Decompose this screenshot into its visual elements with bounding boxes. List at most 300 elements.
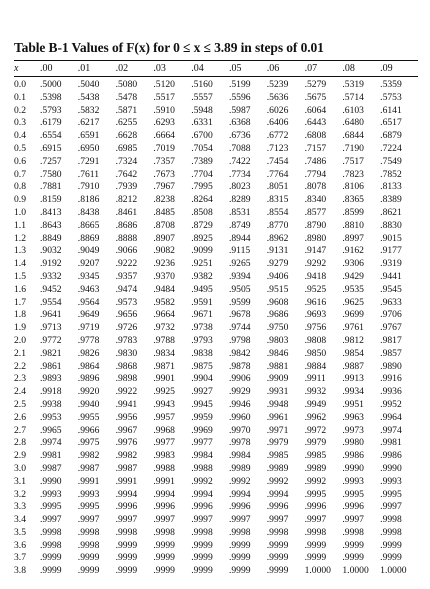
table-cell: .7123	[266, 142, 289, 154]
table-cell: .8238	[153, 194, 175, 206]
table-cell: .9732	[153, 322, 175, 334]
table-cell: .8051	[266, 181, 289, 193]
column-header: .03	[153, 63, 166, 74]
table-cell: .6950	[77, 142, 100, 154]
table-cell: .9778	[77, 334, 100, 346]
table-cell: .9946	[228, 398, 251, 410]
table-cell: .9706	[380, 309, 402, 321]
table-cell: .9925	[153, 386, 175, 398]
table-cell: .8438	[77, 206, 100, 218]
table-cell: .9279	[266, 258, 289, 270]
table-cell: .8531	[228, 206, 251, 218]
table-cell: .5753	[380, 91, 402, 103]
table-cell: .9992	[228, 475, 251, 487]
table-cell: .7486	[304, 155, 327, 167]
table-cell: .9394	[228, 270, 251, 282]
table-cell: .9999	[77, 565, 100, 577]
table-cell: .9943	[153, 398, 175, 410]
table-cell: .9998	[380, 526, 402, 538]
table-cell: .9808	[304, 334, 327, 346]
table-cell: 1.0000	[380, 565, 407, 577]
row-label-x: 3.5	[14, 526, 26, 538]
table-cell: .9976	[115, 437, 138, 449]
table-cell: .9964	[380, 411, 402, 423]
table-cell: .9633	[380, 296, 402, 308]
table-cell: .5793	[40, 104, 62, 116]
table-cell: .7088	[228, 142, 251, 154]
row-label-x: 2.5	[14, 398, 26, 410]
row-label-x: 3.2	[14, 488, 26, 500]
table-cell: .7224	[380, 142, 402, 154]
table-cell: .9999	[115, 552, 138, 564]
table-cell: .9699	[342, 309, 364, 321]
table-cell: .8461	[115, 206, 138, 218]
table-cell: .9985	[304, 450, 327, 462]
table-cell: .9441	[380, 270, 402, 282]
table-cell: .6879	[380, 130, 402, 142]
table-cell: .8790	[304, 219, 327, 231]
table-cell: .9875	[191, 360, 213, 372]
table-row	[14, 463, 418, 476]
table-cell: .9997	[266, 514, 289, 526]
column-header: .02	[115, 63, 129, 74]
column-header: .00	[40, 63, 53, 74]
table-cell: .9918	[40, 386, 62, 398]
table-cell: .5478	[115, 91, 138, 103]
table-cell: .5438	[77, 91, 100, 103]
row-label-x: 2.8	[14, 437, 26, 449]
table-cell: .9996	[115, 501, 138, 513]
table-cell: .9997	[342, 514, 364, 526]
table-cell: .9969	[191, 424, 213, 436]
table-cell: .8106	[342, 181, 364, 193]
table-cell: .9999	[342, 539, 364, 551]
table-cell: .9916	[380, 373, 402, 385]
table-cell: .9983	[153, 450, 175, 462]
table-cell: .9147	[304, 245, 327, 257]
table-cell: .7967	[153, 181, 175, 193]
row-label-x: 2.1	[14, 347, 26, 359]
table-cell: .9999	[304, 539, 327, 551]
table-row	[14, 412, 418, 425]
normal-distribution-table	[14, 61, 418, 578]
row-label-x: 2.6	[14, 411, 26, 423]
table-cell: .9999	[304, 552, 327, 564]
row-label-x: 1.7	[14, 296, 26, 308]
table-cell: .9940	[77, 398, 100, 410]
table-cell: .7291	[77, 155, 100, 167]
table-cell: .9986	[342, 450, 364, 462]
table-row	[14, 143, 418, 156]
table-cell: .5279	[304, 79, 327, 90]
row-label-x: 1.4	[14, 258, 26, 270]
table-cell: .9997	[115, 514, 138, 526]
table-cell: .9505	[228, 283, 251, 295]
table-cell: .5596	[228, 91, 251, 103]
table-cell: .9920	[77, 386, 100, 398]
table-cell: .9236	[153, 258, 175, 270]
table-row	[14, 552, 418, 565]
table-cell: .5832	[77, 104, 100, 116]
table-cell: .8686	[115, 219, 138, 231]
table-cell: .7642	[115, 168, 138, 180]
table-cell: .9994	[228, 488, 251, 500]
table-cell: .9726	[115, 322, 138, 334]
table-cell: .8830	[380, 219, 402, 231]
table-row	[14, 207, 418, 220]
table-cell: .9545	[380, 283, 402, 295]
table-cell: .9993	[77, 488, 100, 500]
table-row	[14, 514, 418, 527]
table-cell: .9812	[342, 334, 364, 346]
table-cell: .9901	[153, 373, 175, 385]
row-label-x: 2.4	[14, 386, 26, 398]
table-cell: .9345	[77, 270, 100, 282]
table-row	[14, 309, 418, 322]
table-cell: .9984	[228, 450, 251, 462]
table-cell: .9332	[40, 270, 62, 282]
table-cell: .9994	[115, 488, 138, 500]
table-cell: .9861	[40, 360, 62, 372]
table-cell: .9671	[191, 309, 213, 321]
table-row	[14, 476, 418, 489]
table-cell: .9998	[115, 526, 138, 538]
row-label-x: 0.5	[14, 142, 26, 154]
table-cell: .8770	[266, 219, 289, 231]
table-row	[14, 450, 418, 463]
table-cell: .6480	[342, 117, 364, 129]
table-cell: .9656	[115, 309, 138, 321]
table-cell: .9265	[228, 258, 251, 270]
table-cell: .8315	[266, 194, 289, 206]
table-row	[14, 105, 418, 118]
table-cell: .6406	[266, 117, 289, 129]
table-cell: .6664	[153, 130, 175, 142]
row-label-x: 3.7	[14, 552, 26, 564]
table-cell: .7673	[153, 168, 175, 180]
table-cell: .5948	[191, 104, 213, 116]
table-cell: .5714	[342, 91, 364, 103]
table-cell: .9960	[228, 411, 251, 423]
table-cell: .9987	[77, 462, 100, 474]
table-cell: .6331	[191, 117, 213, 129]
table-cell: .9846	[266, 347, 289, 359]
table-cell: .9988	[191, 462, 213, 474]
table-cell: .9999	[228, 539, 251, 551]
table-cell: .6628	[115, 130, 138, 142]
table-cell: .9982	[115, 450, 138, 462]
table-cell: .9525	[304, 283, 327, 295]
row-label-x: 3.6	[14, 539, 26, 551]
table-cell: .9998	[191, 526, 213, 538]
table-cell: .9995	[380, 488, 402, 500]
table-cell: .6772	[266, 130, 289, 142]
table-row	[14, 284, 418, 297]
table-cell: .9793	[191, 334, 213, 346]
table-cell: .9049	[77, 245, 100, 257]
table-cell: .9997	[40, 514, 62, 526]
table-cell: .9975	[77, 437, 100, 449]
table-row	[14, 130, 418, 143]
table-cell: .9970	[228, 424, 251, 436]
row-label-x: 1.9	[14, 322, 26, 334]
table-row	[14, 361, 418, 374]
table-cell: .9750	[266, 322, 289, 334]
table-cell: .9608	[266, 296, 289, 308]
table-cell: .5910	[153, 104, 175, 116]
table-cell: .9951	[342, 398, 364, 410]
row-label-x: 3.3	[14, 501, 26, 513]
table-cell: .9222	[115, 258, 138, 270]
table-cell: .9999	[191, 539, 213, 551]
table-cell: .6915	[40, 142, 62, 154]
table-cell: .7852	[380, 168, 402, 180]
table-cell: .9115	[228, 245, 251, 257]
table-cell: .9099	[191, 245, 213, 257]
table-cell: .8888	[115, 232, 138, 244]
table-cell: .7054	[191, 142, 213, 154]
table-cell: .9999	[266, 552, 289, 564]
row-label-x: 2.0	[14, 334, 26, 346]
table-cell: .9649	[77, 309, 100, 321]
table-cell: .6517	[380, 117, 402, 129]
table-cell: .9625	[342, 296, 364, 308]
table-cell: .9641	[40, 309, 62, 321]
table-cell: .9999	[153, 539, 175, 551]
table-cell: .7454	[266, 155, 289, 167]
row-label-x: 3.1	[14, 475, 26, 487]
table-cell: .9878	[228, 360, 251, 372]
table-cell: .8708	[153, 219, 175, 231]
table-cell: 1.0000	[304, 565, 331, 577]
table-row	[14, 437, 418, 450]
table-cell: .9999	[115, 565, 138, 577]
table-cell: .9999	[228, 552, 251, 564]
table-cell: .9995	[304, 488, 327, 500]
table-cell: .6591	[77, 130, 100, 142]
table-cell: .9686	[266, 309, 289, 321]
table-cell: .9418	[304, 270, 327, 282]
table-cell: .9999	[342, 552, 364, 564]
row-label-x: 0.7	[14, 168, 26, 180]
table-cell: .9990	[40, 475, 62, 487]
table-cell: .7157	[304, 142, 327, 154]
table-cell: .9082	[153, 245, 175, 257]
table-cell: .9319	[380, 258, 402, 270]
table-cell: .9971	[266, 424, 289, 436]
table-cell: .7611	[77, 168, 100, 180]
column-header-x: x	[14, 63, 19, 74]
row-label-x: 0.6	[14, 155, 26, 167]
table-cell: .9535	[342, 283, 364, 295]
table-row	[14, 540, 418, 553]
row-label-x: 0.2	[14, 104, 26, 116]
table-cell: .6141	[380, 104, 402, 116]
table-cell: .9968	[153, 424, 175, 436]
table-cell: .8925	[191, 232, 213, 244]
table-cell: .9991	[77, 475, 100, 487]
table-cell: .9993	[342, 475, 364, 487]
table-cell: .9995	[40, 501, 62, 513]
table-cell: .9998	[77, 526, 100, 538]
table-cell: .9599	[228, 296, 251, 308]
table-cell: .9989	[304, 462, 327, 474]
row-label-x: 0.3	[14, 117, 26, 129]
table-cell: .9987	[40, 462, 62, 474]
table-cell: .6293	[153, 117, 175, 129]
table-cell: .9931	[266, 386, 289, 398]
row-label-x: 1.1	[14, 219, 26, 231]
table-row	[14, 425, 418, 438]
table-cell: .9066	[115, 245, 138, 257]
table-cell: .9972	[304, 424, 327, 436]
table-cell: .9357	[115, 270, 138, 282]
table-cell: .8643	[40, 219, 62, 231]
table-cell: .8289	[228, 194, 251, 206]
table-cell: .9871	[153, 360, 175, 372]
table-cell: .9996	[304, 501, 327, 513]
table-cell: .9936	[380, 386, 402, 398]
table-cell: .8159	[40, 194, 62, 206]
table-row	[14, 117, 418, 130]
table-cell: .5000	[40, 79, 62, 90]
table-cell: .9953	[40, 411, 62, 423]
table-cell: .9991	[153, 475, 175, 487]
table-cell: .9996	[191, 501, 213, 513]
table-cell: .9474	[115, 283, 138, 295]
table-cell: .9826	[77, 347, 100, 359]
table-cell: .9990	[380, 462, 402, 474]
table-cell: .9207	[77, 258, 100, 270]
table-cell: .9854	[342, 347, 364, 359]
table-cell: .8980	[304, 232, 327, 244]
table-cell: .8485	[153, 206, 175, 218]
table-cell: .7580	[40, 168, 62, 180]
table-cell: .6368	[228, 117, 251, 129]
table-cell: .5871	[115, 104, 138, 116]
table-cell: .9934	[342, 386, 364, 398]
table-cell: .9996	[228, 501, 251, 513]
table-cell: .9993	[380, 475, 402, 487]
table-cell: .7794	[304, 168, 327, 180]
row-label-x: 0.8	[14, 181, 26, 193]
table-cell: .9817	[380, 334, 402, 346]
table-cell: .9884	[304, 360, 327, 372]
table-cell: .7324	[115, 155, 138, 167]
table-cell: .9406	[266, 270, 289, 282]
table-row	[14, 335, 418, 348]
table-cell: .9988	[153, 462, 175, 474]
table-cell: .6985	[115, 142, 138, 154]
table-cell: .9967	[115, 424, 138, 436]
table-cell: .7764	[266, 168, 289, 180]
table-cell: .9192	[40, 258, 62, 270]
table-cell: .9992	[304, 475, 327, 487]
table-cell: .9992	[191, 475, 213, 487]
table-cell: .9938	[40, 398, 62, 410]
table-cell: .9980	[342, 437, 364, 449]
table-cell: .9999	[40, 565, 62, 577]
table-cell: .6700	[191, 130, 213, 142]
row-label-x: 2.9	[14, 450, 26, 462]
table-cell: .7910	[77, 181, 100, 193]
table-cell: .9999	[191, 552, 213, 564]
table-cell: .9985	[266, 450, 289, 462]
table-row	[14, 77, 418, 92]
table-cell: .9998	[77, 539, 100, 551]
table-cell: .9991	[115, 475, 138, 487]
row-label-x: 1.0	[14, 206, 26, 218]
table-cell: .8869	[77, 232, 100, 244]
table-cell: .9744	[228, 322, 251, 334]
table-cell: .9994	[266, 488, 289, 500]
table-cell: .8749	[228, 219, 251, 231]
table-cell: .9495	[191, 283, 213, 295]
table-cell: .9996	[342, 501, 364, 513]
table-cell: .9999	[380, 552, 402, 564]
table-cell: 1.0000	[342, 565, 369, 577]
table-cell: .9306	[342, 258, 364, 270]
row-label-x: 1.8	[14, 309, 26, 321]
table-cell: .7734	[228, 168, 251, 180]
table-cell: .9949	[304, 398, 327, 410]
table-cell: .6554	[40, 130, 62, 142]
table-cell: .9999	[40, 552, 62, 564]
table-cell: .9999	[380, 539, 402, 551]
table-cell: .9948	[266, 398, 289, 410]
table-row	[14, 322, 418, 335]
table-cell: .8508	[191, 206, 213, 218]
table-cell: .8665	[77, 219, 100, 231]
row-label-x: 1.6	[14, 283, 26, 295]
table-cell: .7257	[40, 155, 62, 167]
table-cell: .8186	[77, 194, 100, 206]
row-label-x: 0.1	[14, 91, 26, 103]
table-cell: .9864	[77, 360, 100, 372]
row-label-x: 2.2	[14, 360, 26, 372]
table-cell: .5199	[228, 79, 251, 90]
table-cell: .9986	[380, 450, 402, 462]
column-header: .01	[77, 63, 91, 74]
table-cell: .9693	[304, 309, 327, 321]
table-cell: .9965	[40, 424, 62, 436]
table-row	[14, 297, 418, 310]
table-cell: .9922	[115, 386, 138, 398]
table-cell: .7823	[342, 168, 364, 180]
table-cell: .9999	[228, 565, 251, 577]
table-cell: .5636	[266, 91, 289, 103]
table-cell: .9842	[228, 347, 251, 359]
row-label-x: 0.4	[14, 130, 26, 142]
row-label-x: 1.5	[14, 270, 26, 282]
table-cell: .9966	[77, 424, 100, 436]
table-cell: .9997	[228, 514, 251, 526]
column-header: .07	[304, 63, 318, 74]
table-cell: .9998	[266, 526, 289, 538]
table-cell: .7517	[342, 155, 364, 167]
column-header: .09	[380, 63, 393, 74]
table-cell: .9756	[304, 322, 327, 334]
table-cell: .9761	[342, 322, 364, 334]
table-cell: .9911	[304, 373, 326, 385]
table-cell: .9956	[115, 411, 138, 423]
table-cell: .9999	[153, 552, 175, 564]
table-cell: .9906	[228, 373, 251, 385]
table-cell: .8023	[228, 181, 251, 193]
table-cell: .6026	[266, 104, 289, 116]
table-cell: .9963	[342, 411, 364, 423]
table-cell: .8413	[40, 206, 62, 218]
